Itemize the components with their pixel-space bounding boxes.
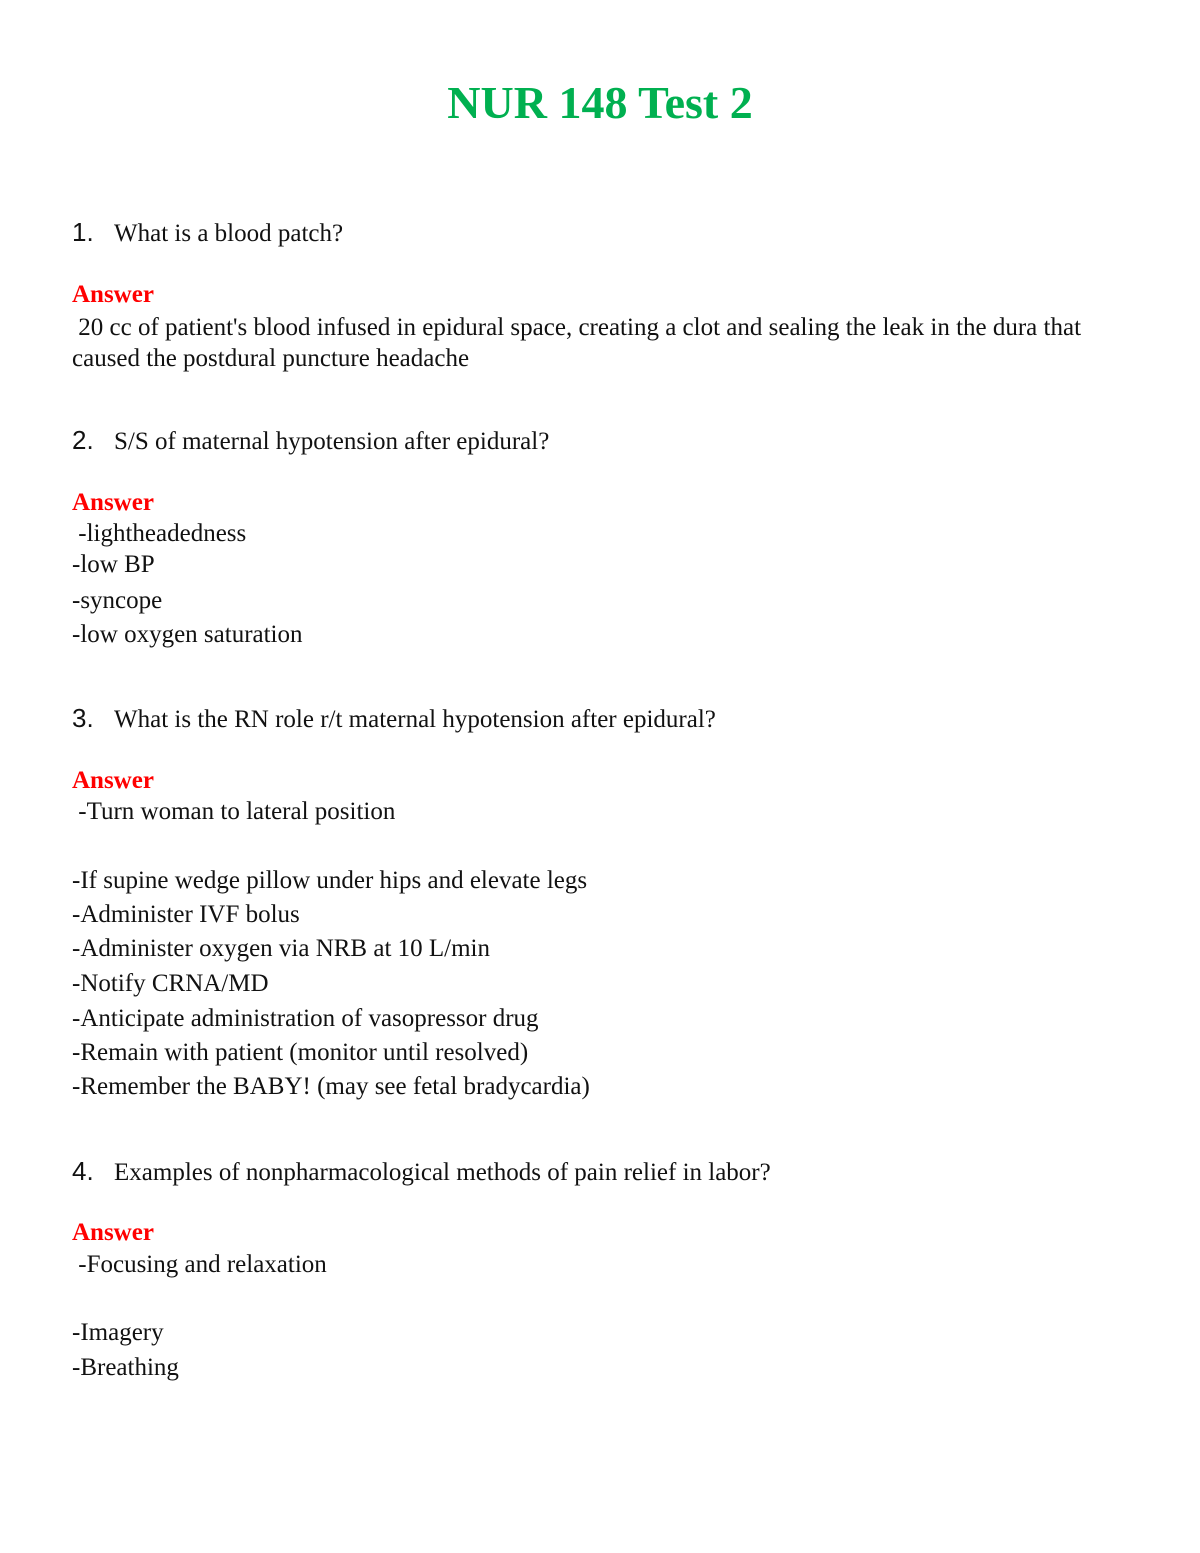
answer-line: -low BP	[72, 551, 155, 578]
answer-line: -Breathing	[72, 1354, 179, 1381]
answer-label: Answer	[72, 281, 154, 308]
question-number: 1.	[72, 217, 94, 247]
answer-label: Answer	[72, 1219, 154, 1246]
answer-line: -Administer IVF bolus	[72, 901, 300, 928]
question-number: 2.	[72, 425, 94, 455]
answer-line: -Anticipate administration of vasopressor drug	[72, 1005, 539, 1032]
answer-line: -Imagery	[72, 1319, 164, 1346]
question-2	[72, 425, 549, 457]
answer-line: -Focusing and relaxation	[72, 1251, 327, 1278]
question-text: Examples of nonpharmacological methods of pain relief in labor?	[114, 1159, 771, 1186]
answer-line: -If supine wedge pillow under hips and elevate legs	[72, 867, 588, 894]
answer-line: -lightheadedness	[72, 520, 247, 547]
answer-line: -Remain with patient (monitor until resolved)	[72, 1039, 529, 1066]
answer-line: -Remember the BABY! (may see fetal bradycardia)	[72, 1073, 590, 1100]
answer-text: 20 cc of patient's blood infused in epidural space, creating a clot and sealing the leak in the dura that caused the postdural puncture headache	[72, 314, 1088, 372]
question-text: What is the RN role r/t maternal hypotension after epidural?	[114, 706, 716, 733]
answer-line: -Administer oxygen via NRB at 10 L/min	[72, 935, 491, 962]
question-3	[72, 703, 716, 735]
answer-line: -syncope	[72, 587, 163, 614]
question-text: S/S of maternal hypotension after epidural?	[114, 428, 550, 455]
question-number: 3.	[72, 703, 94, 733]
answer-label: Answer	[72, 767, 154, 794]
question-1	[72, 217, 343, 249]
document-title: NUR 148 Test 2	[447, 77, 753, 128]
answer-label: Answer	[72, 489, 154, 516]
question-4	[72, 1156, 771, 1188]
answer-line: -Turn woman to lateral position	[72, 798, 396, 825]
question-text: What is a blood patch?	[114, 220, 344, 247]
question-number: 4.	[72, 1156, 94, 1186]
answer-line: -low oxygen saturation	[72, 621, 303, 648]
answer-line: -Notify CRNA/MD	[72, 970, 269, 997]
